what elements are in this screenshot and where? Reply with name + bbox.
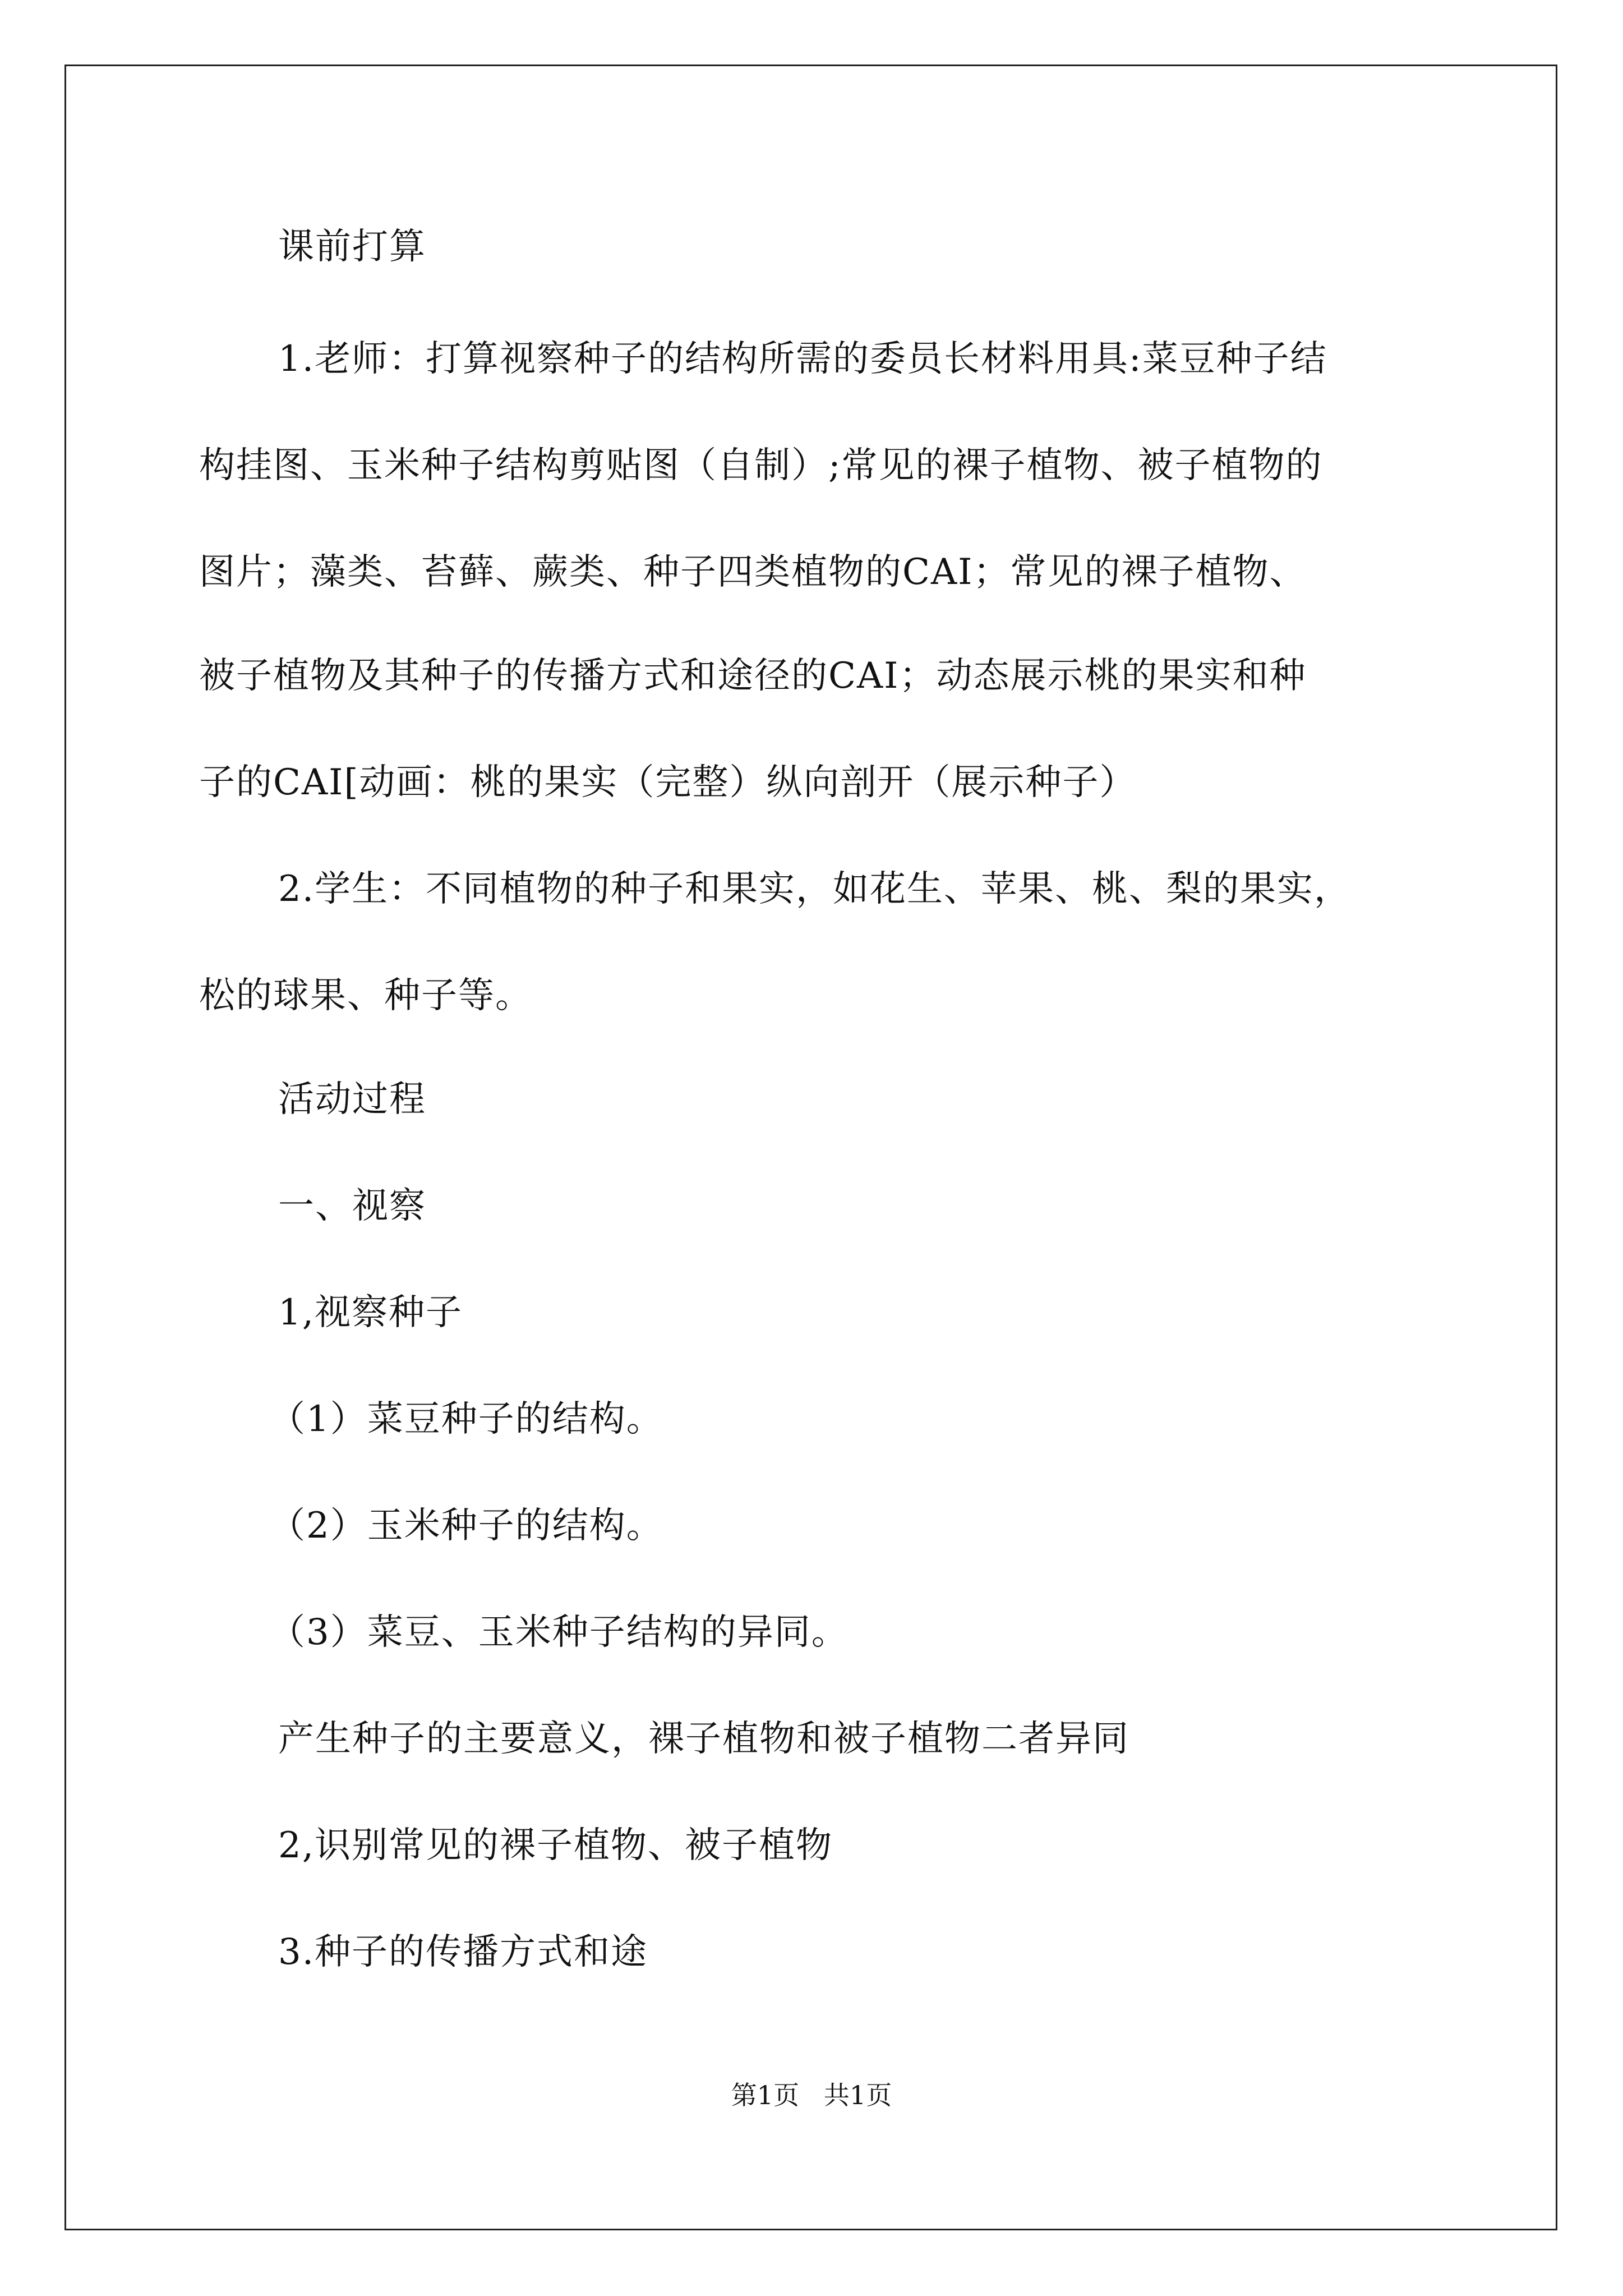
- list-item: 1,视察种子: [278, 1292, 463, 1333]
- page-border: [64, 65, 1557, 2230]
- paragraph-line: 松的球果、种子等。: [199, 975, 532, 1016]
- list-item: 2,识别常见的裸子植物、被子植物: [278, 1825, 833, 1866]
- heading-activity-process: 活动过程: [278, 1079, 426, 1120]
- paragraph-line: 被子植物及其种子的传播方式和途径的CAI；动态展示桃的果实和种: [199, 655, 1307, 697]
- paragraph-line: 构挂图、玉米种子结构剪贴图（自制）;常见的裸子植物、被子植物的: [199, 445, 1323, 486]
- paragraph-line: 产生种子的主要意义，裸子植物和被子植物二者异同: [278, 1718, 1129, 1760]
- list-item: （1）菜豆种子的结构。: [269, 1398, 663, 1440]
- paragraph-line: 图片；藻类、苔藓、蕨类、种子四类植物的CAI；常见的裸子植物、: [199, 551, 1307, 593]
- paragraph-line: 2.学生：不同植物的种子和果实，如花生、苹果、桃、梨的果实，: [278, 868, 1352, 910]
- paragraph-line: 1.老师：打算视察种子的结构所需的委员长材料用具:菜豆种子结: [278, 338, 1327, 380]
- list-item: （2）玉米种子的结构。: [269, 1505, 663, 1547]
- list-item: 3.种子的传播方式和途: [278, 1931, 648, 1973]
- page-footer: 第1页 共1页: [731, 2080, 892, 2110]
- heading-preparation: 课前打算: [278, 226, 426, 268]
- paragraph-line: 子的CAI[动画：桃的果实（完整）纵向剖开（展示种子）: [199, 762, 1137, 803]
- list-item: （3）菜豆、玉米种子结构的异同。: [269, 1612, 849, 1653]
- section-heading: 一、视察: [278, 1185, 426, 1227]
